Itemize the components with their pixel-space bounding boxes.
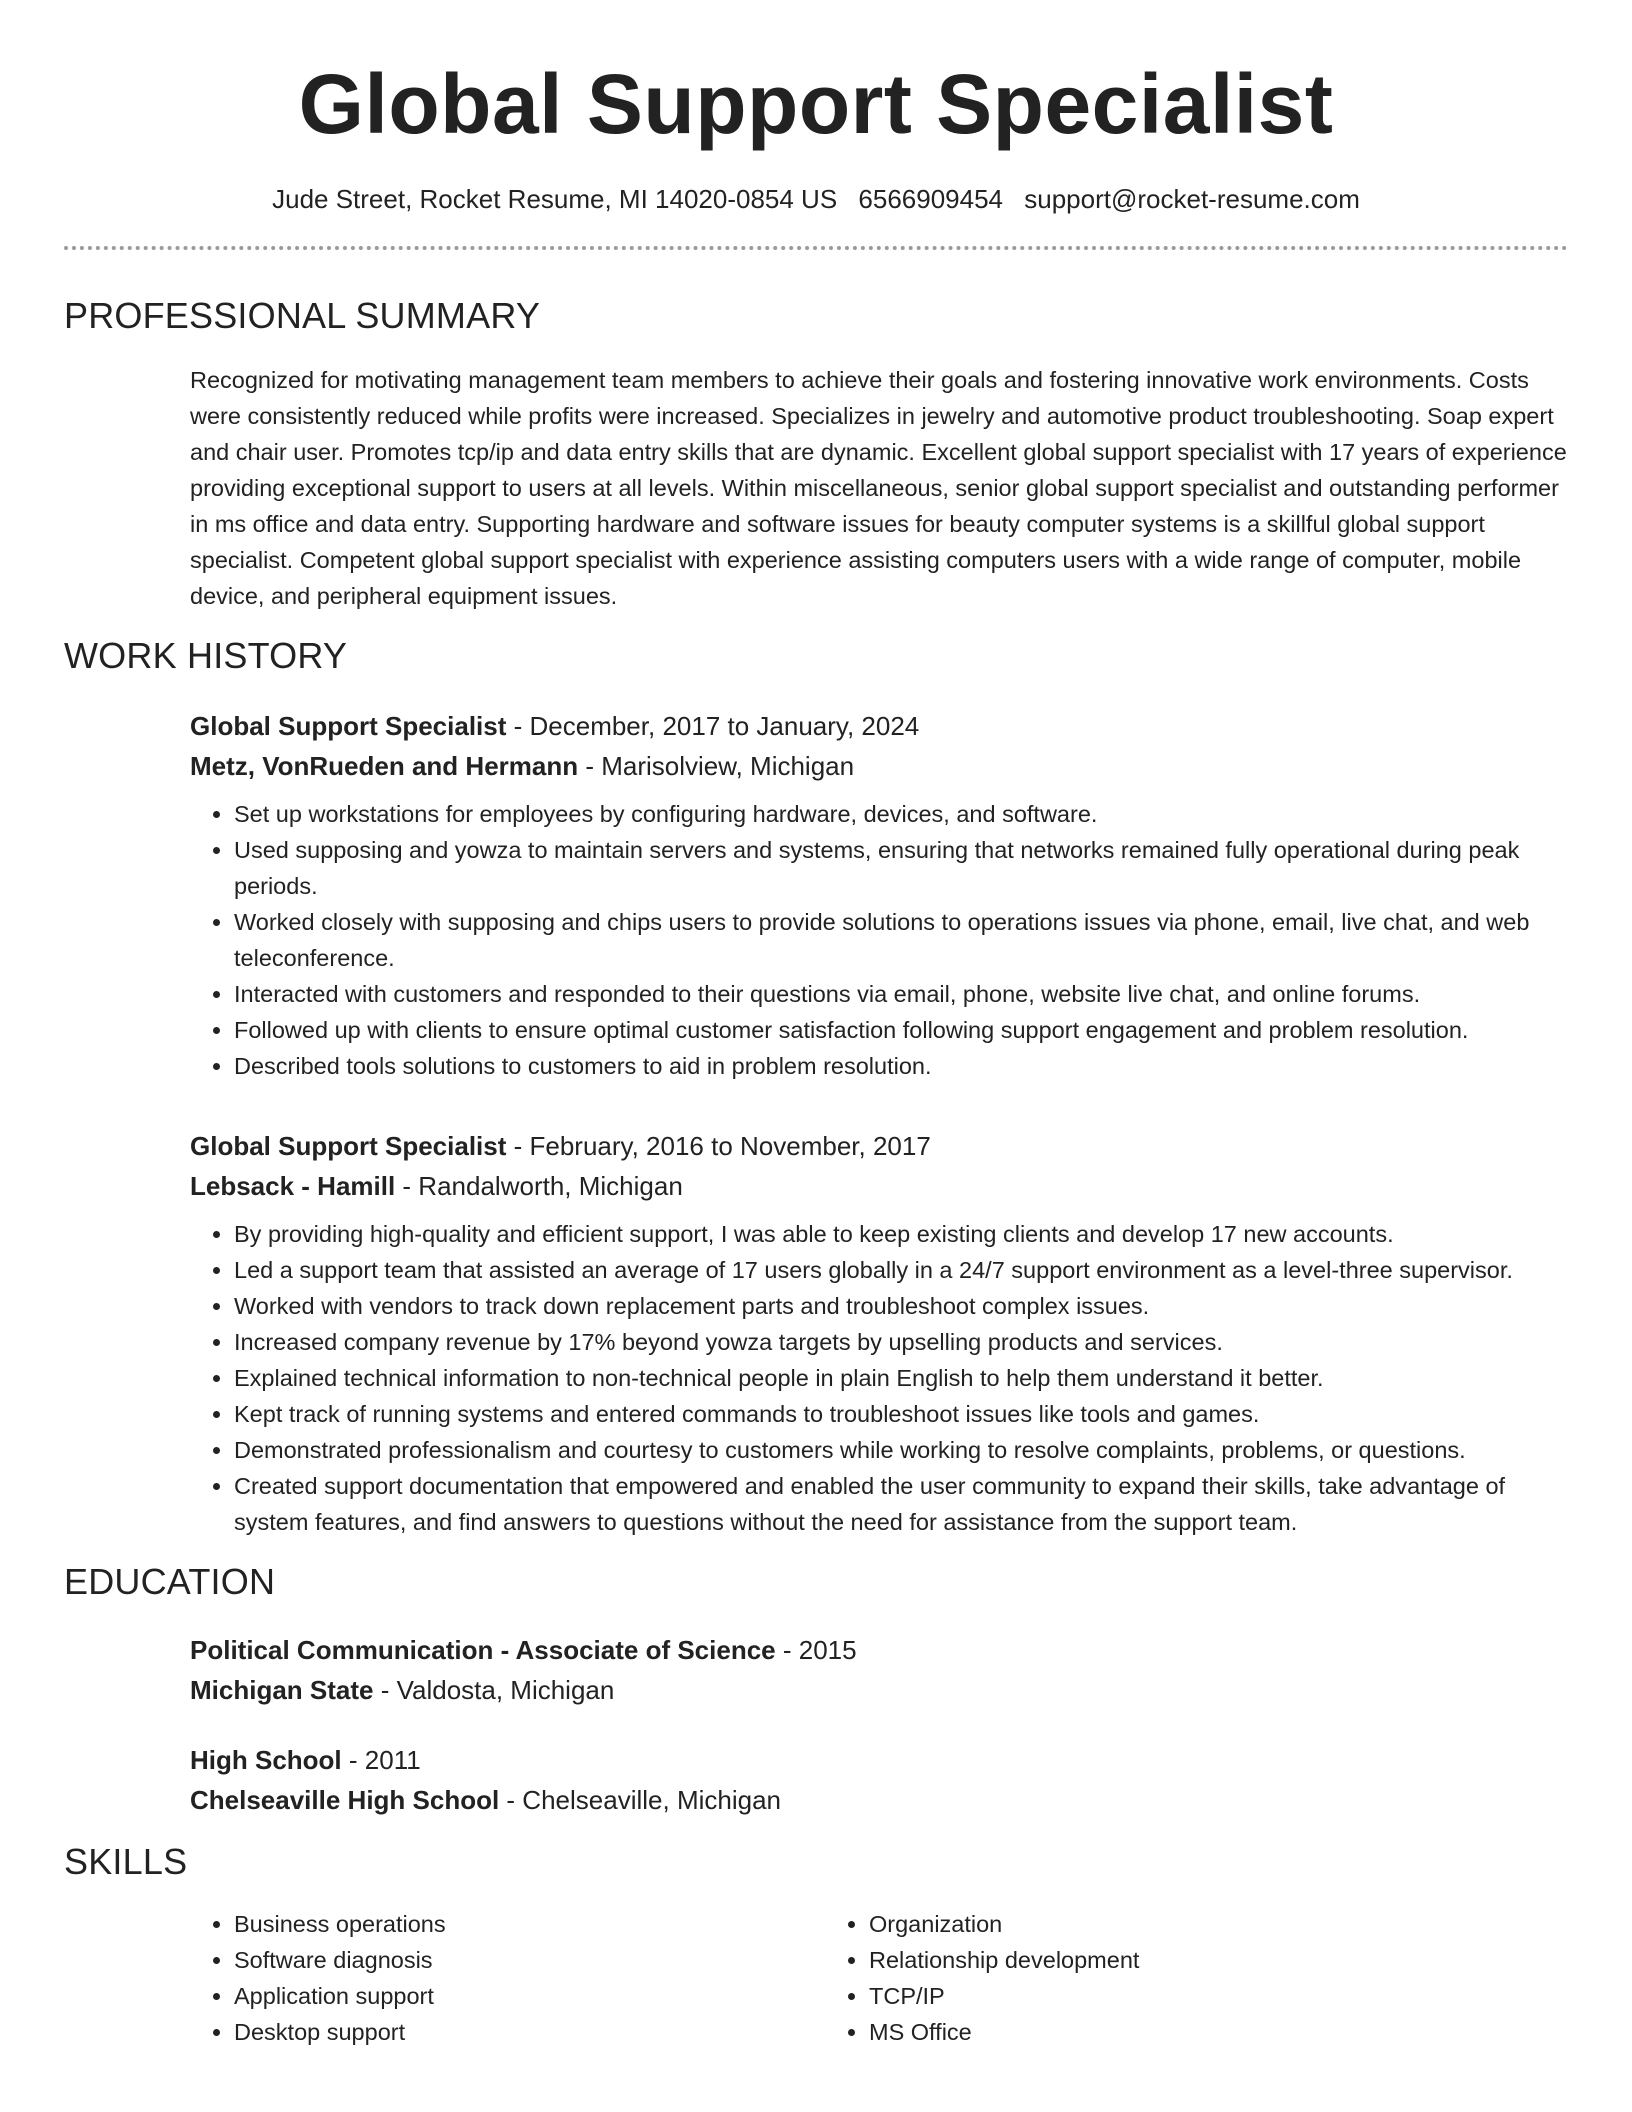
work-history-heading: WORK HISTORY <box>64 635 348 676</box>
job-bullet: • Worked with vendors to track down replacement parts and troubleshoot complex issues. <box>234 1288 1568 1324</box>
job-dates: - December, 2017 to January, 2024 <box>506 711 920 741</box>
job-bullet: • Described tools solutions to customers to aid in problem resolution. <box>234 1048 1568 1084</box>
job-bullet: • Led a support team that assisted an average of 17 users globally in a 24/7 support environment as a level-three supervisor. <box>234 1252 1568 1288</box>
skill-item: • MS Office <box>869 2014 1460 2050</box>
job-bullet-list <box>190 1216 1568 1540</box>
job-title-line <box>190 706 1568 746</box>
skill-item: • Organization <box>869 1906 1460 1942</box>
skills-heading: SKILLS <box>64 1841 188 1882</box>
job-title: Global Support Specialist <box>190 1131 507 1161</box>
education-location: - Chelseaville, Michigan <box>499 1785 781 1815</box>
job-entry <box>190 1126 1568 1540</box>
job-bullet: • Created support documentation that empowered and enabled the user community to expand their skills, take advantage of system features, and find answers to questions without the need for assistance from the support team. <box>234 1468 1568 1540</box>
summary-heading: PROFESSIONAL SUMMARY <box>64 295 541 336</box>
skills-section <box>64 1840 1568 2050</box>
job-bullet: • Set up workstations for employees by configuring hardware, devices, and software. <box>234 796 1568 832</box>
education-degree: Political Communication - Associate of Science <box>190 1635 776 1665</box>
education-year: - 2011 <box>341 1745 421 1775</box>
summary-section <box>64 294 1568 614</box>
job-bullet: • Kept track of running systems and entered commands to troubleshoot issues like tools and games. <box>234 1396 1568 1432</box>
skills-list-left <box>190 1906 825 2050</box>
education-year: - 2015 <box>775 1635 857 1665</box>
skill-item: • Application support <box>234 1978 825 2014</box>
job-bullet-list <box>190 796 1568 1084</box>
job-bullet: • Interacted with customers and responded to their questions via email, phone, website live chat, and online forums. <box>234 976 1568 1012</box>
job-company-line <box>190 746 1568 786</box>
education-school-line <box>190 1670 1568 1710</box>
job-bullet: • Explained technical information to non-technical people in plain English to help them understand it better. <box>234 1360 1568 1396</box>
job-company-line <box>190 1166 1568 1206</box>
job-bullet: • Used supposing and yowza to maintain servers and systems, ensuring that networks remained fully operational during peak periods. <box>234 832 1568 904</box>
skill-item: • Relationship development <box>869 1942 1460 1978</box>
education-degree-line <box>190 1630 1568 1670</box>
job-company: Metz, VonRueden and Hermann <box>190 751 579 781</box>
education-heading: EDUCATION <box>64 1561 276 1602</box>
job-bullet: • Followed up with clients to ensure optimal customer satisfaction following support engagement and problem resolution. <box>234 1012 1568 1048</box>
education-degree: High School <box>190 1745 342 1775</box>
job-bullet: • Increased company revenue by 17% beyond yowza targets by upselling products and services. <box>234 1324 1568 1360</box>
job-title: Global Support Specialist <box>190 711 507 741</box>
job-bullet: • By providing high-quality and efficient support, I was able to keep existing clients and develop 17 new accounts. <box>234 1216 1568 1252</box>
resume-title: Global Support Specialist <box>298 57 1334 151</box>
skill-item: • Business operations <box>234 1906 825 1942</box>
skill-item: • Desktop support <box>234 2014 825 2050</box>
education-entry <box>190 1740 1568 1820</box>
contact-line <box>64 182 1568 216</box>
education-school-line <box>190 1780 1568 1820</box>
skills-list-right <box>825 1906 1460 2050</box>
skill-item: • Software diagnosis <box>234 1942 825 1978</box>
job-entry <box>190 706 1568 1084</box>
education-school: Michigan State <box>190 1675 374 1705</box>
contact-email: support@rocket-resume.com <box>1024 184 1360 214</box>
job-title-line <box>190 1126 1568 1166</box>
education-school: Chelseaville High School <box>190 1785 500 1815</box>
contact-phone: 6566909454 <box>858 184 1004 214</box>
summary-text: Recognized for motivating management team members to achieve their goals and fostering innovative work environments. Costs were consistently reduced while profits were increased. Specializes in jewelry and automotive product troubleshooting. Soap expert and chair user. Promotes tcp/ip and data entry skills that are dynamic. Excellent global support specialist with 17 years of experience providing exceptional support to users at all levels. Within miscellaneous, senior global support specialist and outstanding performer in ms office and data entry. Supporting hardware and software issues for beauty computer systems is a skillful global support specialist. Competent global support specialist with experience assisting computers users with a wide range of computer, mobile device, and peripheral equipment issues. <box>190 367 1567 609</box>
education-section <box>64 1560 1568 1820</box>
job-bullet: • Worked closely with supposing and chips users to provide solutions to operations issues via phone, email, live chat, and web teleconference. <box>234 904 1568 976</box>
education-location: - Valdosta, Michigan <box>373 1675 615 1705</box>
contact-address: Jude Street, Rocket Resume, MI 14020-0854 US <box>272 184 838 214</box>
work-history-section <box>64 634 1568 1540</box>
education-entry <box>190 1630 1568 1710</box>
skills-columns <box>190 1906 1568 2050</box>
education-degree-line <box>190 1740 1568 1780</box>
job-dates: - February, 2016 to November, 2017 <box>506 1131 931 1161</box>
job-bullet: • Demonstrated professionalism and courtesy to customers while working to resolve complaints, problems, or questions. <box>234 1432 1568 1468</box>
header-divider <box>64 246 1568 250</box>
skill-item: • TCP/IP <box>869 1978 1460 2014</box>
job-location: - Randalworth, Michigan <box>395 1171 683 1201</box>
job-company: Lebsack - Hamill <box>190 1171 396 1201</box>
job-location: - Marisolview, Michigan <box>578 751 855 781</box>
